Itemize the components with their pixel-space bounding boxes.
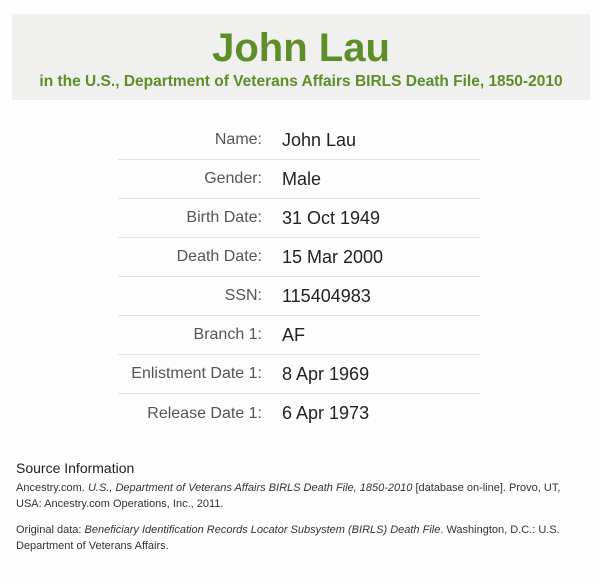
field-value: AF [282, 324, 306, 345]
source-heading: Source Information [16, 460, 135, 476]
field-value: 15 Mar 2000 [282, 246, 384, 267]
citation-rest: [database on-line]. Provo, UT, USA: Ancestry.com Operations, Inc., 2011. [16, 482, 561, 510]
collection-subtitle: in the U.S., Department of Veterans Affairs BIRLS Death File, 1850-2010 [39, 73, 563, 90]
field-value: John Lau [282, 129, 357, 150]
original-title: Beneficiary Identification Records Locator Subsystem (BIRLS) Death File [84, 524, 441, 536]
field-label: Gender: [204, 170, 262, 187]
record-row-death-date [118, 238, 480, 277]
field-label: Death Date: [176, 248, 262, 265]
record-row-branch [118, 316, 480, 355]
citation-prefix: Ancestry.com. [16, 482, 85, 494]
record-header [12, 14, 590, 100]
source-information [16, 460, 588, 554]
field-value: Male [282, 168, 322, 189]
field-label: Name: [214, 131, 262, 148]
field-label: Branch 1: [193, 326, 262, 343]
person-name-title: John Lau [212, 26, 390, 70]
field-label: Birth Date: [186, 209, 262, 226]
record-row-gender [118, 160, 480, 199]
citation-title: U.S., Department of Veterans Affairs BIRLS Death File, 1850-2010 [87, 482, 413, 494]
original-rest: . Washington, D.C.: U.S. Department of Veterans Affairs. [16, 524, 560, 552]
record-row-name [118, 121, 480, 160]
field-label: Enlistment Date 1: [131, 365, 262, 382]
record-row-release-date [118, 394, 480, 433]
record-row-ssn [118, 277, 480, 316]
field-value: 31 Oct 1949 [282, 207, 381, 228]
field-value: 115404983 [282, 285, 371, 306]
field-value: 6 Apr 1973 [282, 403, 370, 423]
record-row-enlistment-date [118, 355, 480, 394]
source-citation [16, 480, 588, 512]
field-label: Release Date 1: [147, 404, 262, 422]
original-data [16, 522, 588, 554]
field-label: SSN: [224, 287, 262, 304]
record-row-birth-date [118, 199, 480, 238]
record-details [118, 121, 480, 433]
original-prefix: Original data: [16, 524, 82, 536]
field-value: 8 Apr 1969 [282, 363, 370, 384]
